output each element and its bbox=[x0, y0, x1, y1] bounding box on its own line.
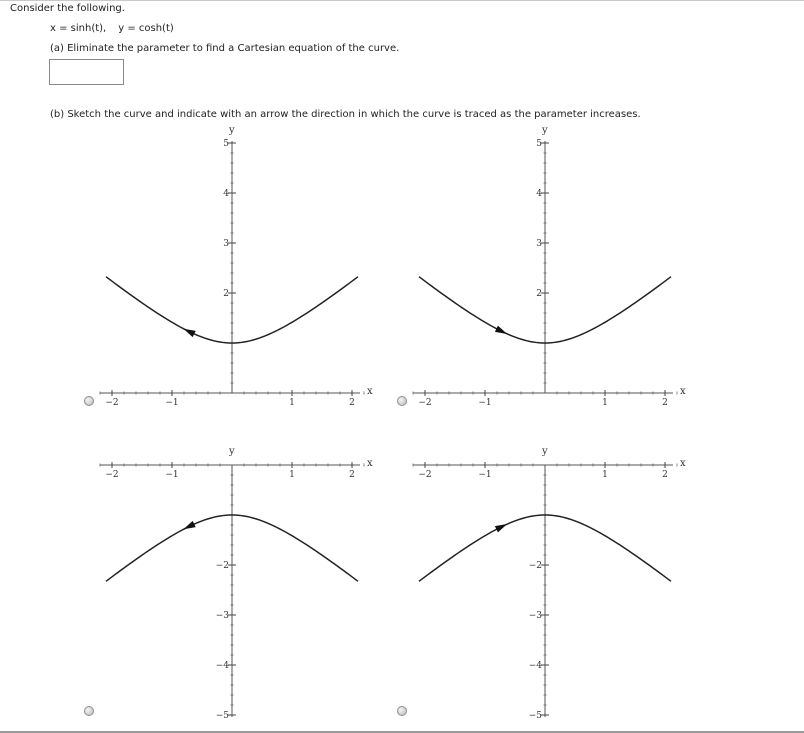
x-axis-label: x bbox=[367, 458, 373, 469]
y-tick-label: −2 bbox=[215, 561, 229, 571]
x-tick-label: 2 bbox=[662, 398, 668, 408]
y-tick-label: 5 bbox=[223, 139, 229, 149]
y-tick-label: 4 bbox=[223, 189, 229, 199]
x-tick-label: −2 bbox=[418, 398, 432, 408]
y-tick-label: 3 bbox=[223, 239, 229, 249]
x-tick-label: 2 bbox=[349, 398, 355, 408]
y-equation: y = cosh(t) bbox=[118, 23, 174, 34]
part-a-prompt: (a) Eliminate the parameter to find a Cartesian equation of the curve. bbox=[50, 43, 400, 54]
graph-option-d-radio[interactable] bbox=[397, 706, 407, 716]
direction-arrow bbox=[495, 326, 507, 334]
x-tick-label: 2 bbox=[349, 470, 355, 480]
x-tick-label: −1 bbox=[478, 470, 492, 480]
x-tick-label: 1 bbox=[289, 470, 295, 480]
y-tick-label: −4 bbox=[215, 661, 229, 671]
x-tick-label: −2 bbox=[105, 470, 119, 480]
y-tick-label: 4 bbox=[536, 189, 542, 199]
x-tick-label: 1 bbox=[289, 398, 295, 408]
y-tick-label: −2 bbox=[528, 561, 542, 571]
x-axis-label: x bbox=[680, 458, 686, 469]
x-tick-label: 2 bbox=[662, 470, 668, 480]
y-axis-label: y bbox=[229, 125, 235, 136]
graph-option-a-radio[interactable] bbox=[84, 396, 94, 406]
y-tick-label: 2 bbox=[223, 289, 229, 299]
y-tick-label: 5 bbox=[536, 139, 542, 149]
graph-option-c bbox=[100, 446, 373, 721]
x-tick-label: 1 bbox=[602, 470, 608, 480]
y-tick-label: 3 bbox=[536, 239, 542, 249]
direction-arrow bbox=[495, 524, 507, 532]
question-intro: Consider the following. bbox=[10, 3, 125, 14]
x-tick-label: −1 bbox=[478, 398, 492, 408]
y-axis-label: y bbox=[229, 446, 235, 457]
y-axis-label: y bbox=[542, 125, 548, 136]
x-tick-label: −2 bbox=[105, 398, 119, 408]
x-tick-label: −1 bbox=[165, 470, 179, 480]
x-equation: x = sinh(t), bbox=[50, 23, 107, 34]
x-tick-label: −2 bbox=[418, 470, 432, 480]
y-tick-label: −5 bbox=[528, 711, 542, 721]
y-tick-label: 2 bbox=[536, 289, 542, 299]
x-tick-label: 1 bbox=[602, 398, 608, 408]
graph-option-b-radio[interactable] bbox=[397, 396, 407, 406]
y-tick-label: −3 bbox=[215, 611, 229, 621]
y-tick-label: −3 bbox=[528, 611, 542, 621]
x-tick-label: −1 bbox=[165, 398, 179, 408]
part-b-prompt: (b) Sketch the curve and indicate with an arrow the direction in which the curve is traced as the parameter increases. bbox=[50, 109, 641, 120]
y-axis-label: y bbox=[542, 446, 548, 457]
direction-arrow bbox=[183, 329, 195, 337]
y-tick-label: −5 bbox=[215, 711, 229, 721]
graph-option-a bbox=[100, 125, 373, 408]
graph-option-c-radio[interactable] bbox=[84, 706, 94, 716]
direction-arrow bbox=[183, 521, 195, 529]
graph-option-b bbox=[413, 125, 686, 408]
y-tick-label: −4 bbox=[528, 661, 542, 671]
graph-option-d bbox=[413, 446, 686, 721]
x-axis-label: x bbox=[680, 386, 686, 397]
x-axis-label: x bbox=[367, 386, 373, 397]
